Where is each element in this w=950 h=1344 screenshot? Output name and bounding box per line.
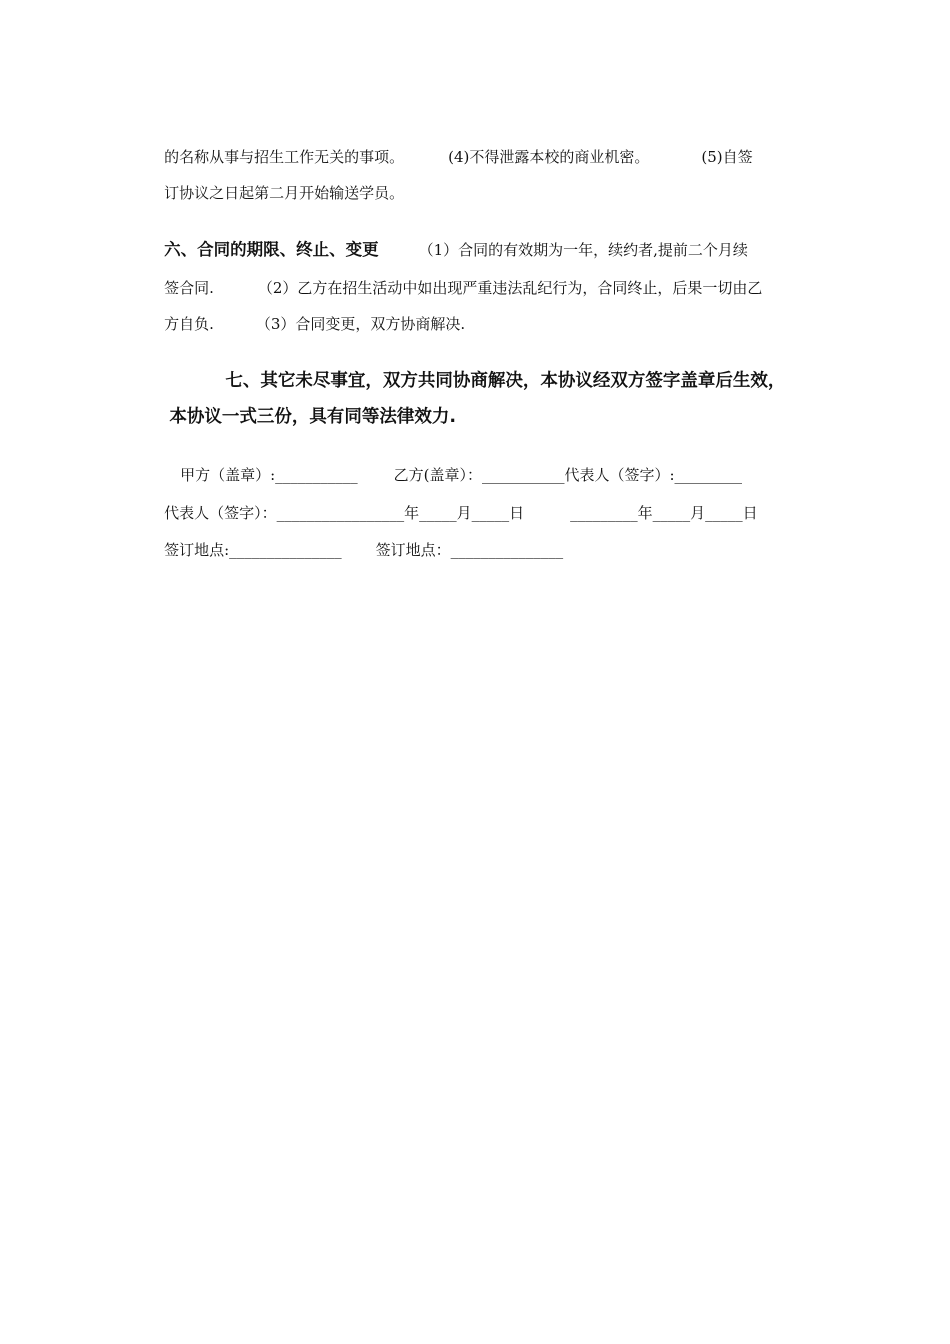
section6-item1: （1）合同的有效期为一年，续约者,提前二个月续	[418, 241, 748, 259]
section5-text-b: 订协议之日起第二月开始输送学员。	[164, 184, 405, 202]
party-b-date: _________年_____月_____日	[570, 504, 758, 522]
section5-text-a: 的名称从事与招生工作无关的事项。	[164, 148, 405, 166]
party-b-seal: 乙方(盖章）：___________代表人（签字）:_________	[393, 466, 743, 484]
signature-row3	[145, 520, 563, 580]
party-a-location: 签订地点:_______________	[164, 541, 342, 559]
section6-text-b: 方自负.	[164, 315, 214, 333]
section5-line2	[145, 163, 404, 223]
section5-item5: (5)自签	[701, 148, 753, 166]
party-b-location: 签订地点：_______________	[375, 541, 564, 559]
party-a-seal: 甲方（盖章）:___________	[180, 466, 358, 484]
section7-text-a: 七、其它未尽事宜，双方共同协商解决，本协议经双方签字盖章后生效，	[225, 371, 786, 391]
section5-item4: (4)不得泄露本校的商业机密。	[448, 148, 650, 166]
section6-item2: （2）乙方在招生活动中如出现严重违法乱纪行为，合同终止，后果一切由乙	[257, 279, 763, 297]
section6-heading: 六、合同的期限、终止、变更	[164, 240, 379, 259]
party-a-representative: 代表人（签字）：_________________年_____月_____日	[164, 504, 525, 522]
section6-text-a: 签合同.	[164, 279, 214, 297]
section7-line2	[145, 387, 456, 447]
section7-text-b: 本协议一式三份，具有同等法律效力.	[169, 407, 457, 427]
section6-line3	[145, 294, 465, 354]
section6-item3: （3）合同变更，双方协商解决.	[255, 315, 466, 333]
